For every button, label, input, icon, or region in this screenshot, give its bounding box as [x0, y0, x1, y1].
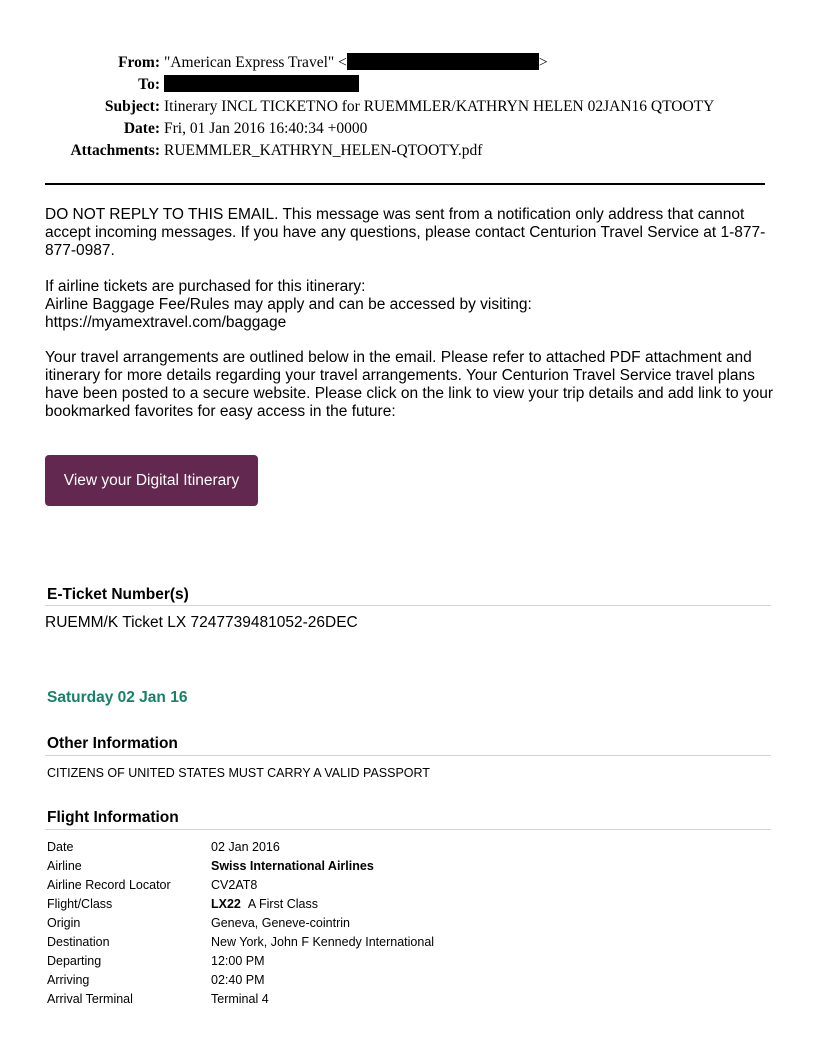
notice-text: DO NOT REPLY TO THIS EMAIL. This message was sent from a notification only address that cannot accept incoming messages. If you have any questions, please contact Centurion Travel Service at 1-877-877-0987.: [45, 206, 766, 259]
from-value: [164, 52, 548, 74]
baggage-line-2: Airline Baggage Fee/Rules may apply and can be accessed by visiting:: [45, 296, 532, 313]
date-label: Date:: [123, 120, 160, 137]
arrangements-paragraph: [45, 349, 780, 421]
flight-info-title: Flight Information: [47, 809, 179, 826]
flight-value: New York, John F Kennedy International: [211, 935, 435, 949]
redacted-email: [347, 53, 539, 70]
subject-label: Subject:: [104, 98, 160, 115]
to-value: [164, 74, 359, 96]
flight-info-divider: [45, 829, 771, 830]
from-close: >: [538, 54, 548, 71]
view-itinerary-button[interactable]: View your Digital Itinerary: [45, 455, 258, 506]
flight-value: Swiss International Airlines: [211, 859, 374, 873]
arrangements-text: Your travel arrangements are outlined below in the email. Please refer to attached PDF attachment and itinerary for more details regarding your travel arrangements. Your Centurion Travel Service travel plans have been posted to a secure website. Please click on the link to view your trip details and add link to your bookmarked favorites for easy access in the future:: [45, 349, 774, 420]
to-label: To:: [138, 76, 160, 93]
day-heading: Saturday 02 Jan 16: [47, 689, 188, 706]
redacted-recipient: [164, 75, 359, 92]
notice-paragraph: [45, 206, 780, 260]
flight-value: Geneva, Geneve-cointrin: [211, 916, 350, 930]
flight-value: [211, 895, 318, 914]
other-info-divider: [45, 755, 771, 756]
subject-value: Itinerary INCL TICKETNO for RUEMMLER/KATHRYN HELEN 02JAN16 QTOOTY: [164, 98, 715, 115]
flight-label: Flight/Class: [47, 897, 113, 911]
flight-value: 02:40 PM: [211, 973, 265, 987]
attachments-label: Attachments:: [70, 142, 160, 159]
flight-label: Arrival Terminal: [47, 992, 133, 1006]
from-row: [0, 52, 816, 74]
flight-label: Airline: [47, 859, 82, 873]
flight-value: 02 Jan 2016: [211, 840, 280, 854]
date-row: [0, 118, 816, 140]
flight-number: LX22: [211, 897, 241, 911]
flight-label: Arriving: [47, 973, 90, 987]
eticket-divider: [45, 605, 771, 606]
to-row: [0, 74, 816, 96]
baggage-line-1: If airline tickets are purchased for this itinerary:: [45, 278, 366, 295]
flight-label: Departing: [47, 954, 102, 968]
baggage-paragraph: [45, 278, 780, 332]
flight-value: Terminal 4: [211, 992, 269, 1006]
flight-label: Date: [47, 840, 74, 854]
subject-row: [0, 96, 816, 118]
baggage-link[interactable]: https://myamextravel.com/baggage: [45, 314, 287, 331]
flight-class: A First Class: [247, 897, 318, 911]
from-label: From:: [118, 54, 160, 71]
other-info-text: CITIZENS OF UNITED STATES MUST CARRY A VALID PASSPORT: [47, 766, 430, 780]
flight-label: Destination: [47, 935, 110, 949]
flight-value: 12:00 PM: [211, 954, 265, 968]
header-divider: [45, 183, 765, 185]
from-sender: "American Express Travel" <: [164, 54, 347, 71]
attachments-value[interactable]: RUEMMLER_KATHRYN_HELEN-QTOOTY.pdf: [164, 142, 483, 159]
attachments-row: [0, 140, 816, 162]
eticket-title: E-Ticket Number(s): [47, 586, 189, 603]
flight-label: Origin: [47, 916, 81, 930]
date-value: Fri, 01 Jan 2016 16:40:34 +0000: [164, 120, 368, 137]
flight-value: CV2AT8: [211, 878, 258, 892]
flight-label: Airline Record Locator: [47, 878, 171, 892]
other-info-title: Other Information: [47, 735, 178, 752]
eticket-number: RUEMM/K Ticket LX 7247739481052-26DEC: [45, 614, 358, 631]
email-header: [0, 52, 816, 162]
